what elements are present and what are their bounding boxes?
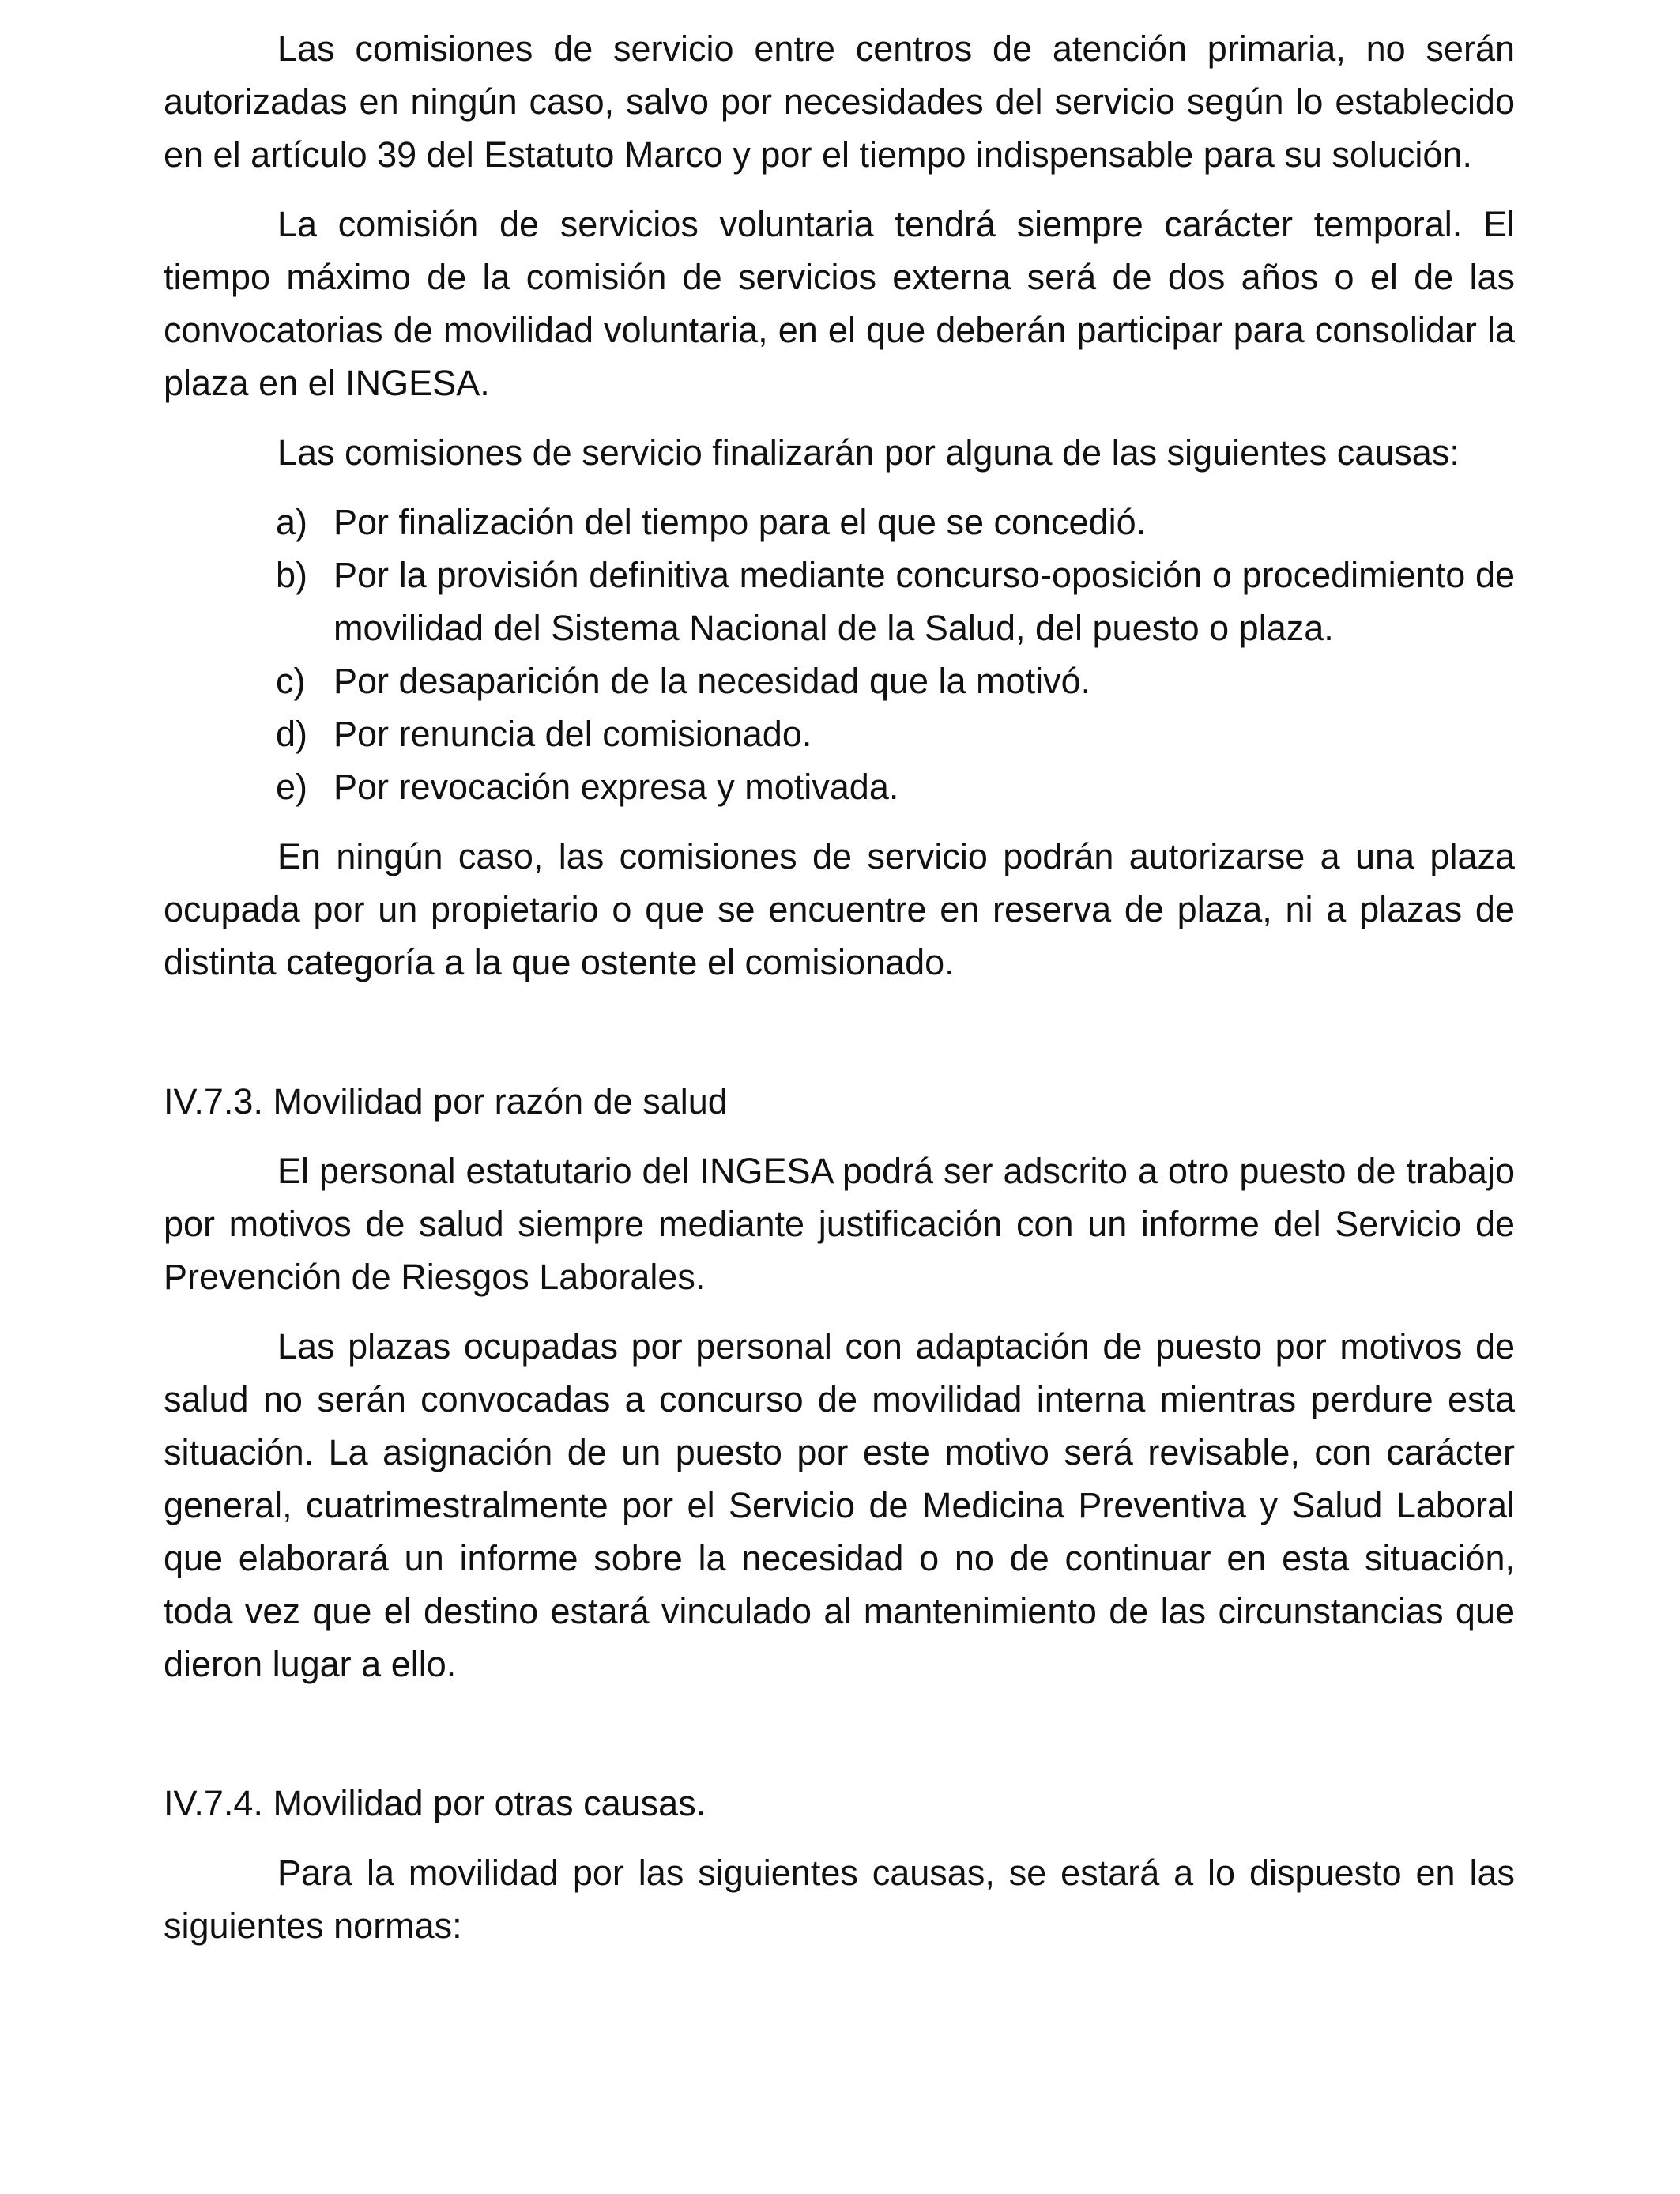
list-marker: e) — [276, 767, 308, 807]
document-page — [164, 22, 1515, 1969]
section-spacer — [164, 1707, 1515, 1777]
list-item — [164, 707, 1515, 760]
list-item-text: Por desaparición de la necesidad que la motivó. — [333, 661, 1091, 701]
paragraph-health-reassignment: El personal estatutario del INGESA podrá ser adscrito a otro puesto de trabajo por motivos de salud siempre mediante justificación con un informe del Servicio de Prevención de Riesgos Laborales. — [164, 1151, 1515, 1297]
section-heading-health-mobility: IV.7.3. Movilidad por razón de salud — [164, 1081, 728, 1122]
list-item-text: Por renuncia del comisionado. — [333, 714, 812, 754]
section-heading-other-causes: IV.7.4. Movilidad por otras causas. — [164, 1783, 706, 1823]
list-item-text: Por revocación expresa y motivada. — [333, 767, 899, 807]
paragraph-adapted-positions: Las plazas ocupadas por personal con adaptación de puesto por motivos de salud no serán convocadas a concurso de movilidad interna mientras perdure esta situación. La asignación de un puesto por este motivo será revisable, con carácter general, cuatrimestralmente por el Servicio de Medicina Preventiva y Salud Laboral que elaborará un informe sobre la necesidad o no de continuar en esta situación, toda vez que el destino estará vinculado al mantenimiento de las circunstancias que dieron lugar a ello. — [164, 1326, 1515, 1684]
section-spacer — [164, 1005, 1515, 1075]
list-item-text: Por la provisión definitiva mediante concurso-oposición o procedimiento de movilidad del Sistema Nacional de la Salud, del puesto o plaza. — [333, 555, 1515, 648]
list-item-text: Por finalización del tiempo para el que se concedió. — [333, 502, 1147, 542]
list-marker: c) — [276, 661, 306, 701]
list-item — [164, 548, 1515, 654]
list-marker: d) — [276, 714, 308, 754]
paragraph-termination-causes: Las comisiones de servicio finalizarán por alguna de las siguientes causas: — [277, 432, 1460, 473]
list-marker: b) — [276, 555, 308, 595]
list-item — [164, 496, 1515, 548]
list-item — [164, 654, 1515, 707]
list-marker: a) — [276, 502, 308, 542]
paragraph-other-causes-rules: Para la movilidad por las siguientes causas, se estará a lo dispuesto en las siguientes normas: — [164, 1853, 1515, 1946]
termination-causes-list — [164, 496, 1515, 813]
paragraph-voluntary-commission: La comisión de servicios voluntaria tendrá siempre carácter temporal. El tiempo máximo de la comisión de servicios externa será de dos años o el de las convocatorias de movilidad voluntaria, en el que deberán participar para consolidar la plaza en el INGESA. — [164, 204, 1515, 403]
list-item — [164, 760, 1515, 813]
paragraph-primary-care-commissions: Las comisiones de servicio entre centros de atención primaria, no serán autorizadas en ningún caso, salvo por necesidades del servicio según lo establecido en el artículo 39 del Estatuto Marco y por el tiempo indispensable para su solución. — [164, 28, 1515, 175]
paragraph-commission-restrictions: En ningún caso, las comisiones de servicio podrán autorizarse a una plaza ocupada por un propietario o que se encuentre en reserva de plaza, ni a plazas de distinta categoría a la que ostente el comisionado. — [164, 836, 1515, 982]
